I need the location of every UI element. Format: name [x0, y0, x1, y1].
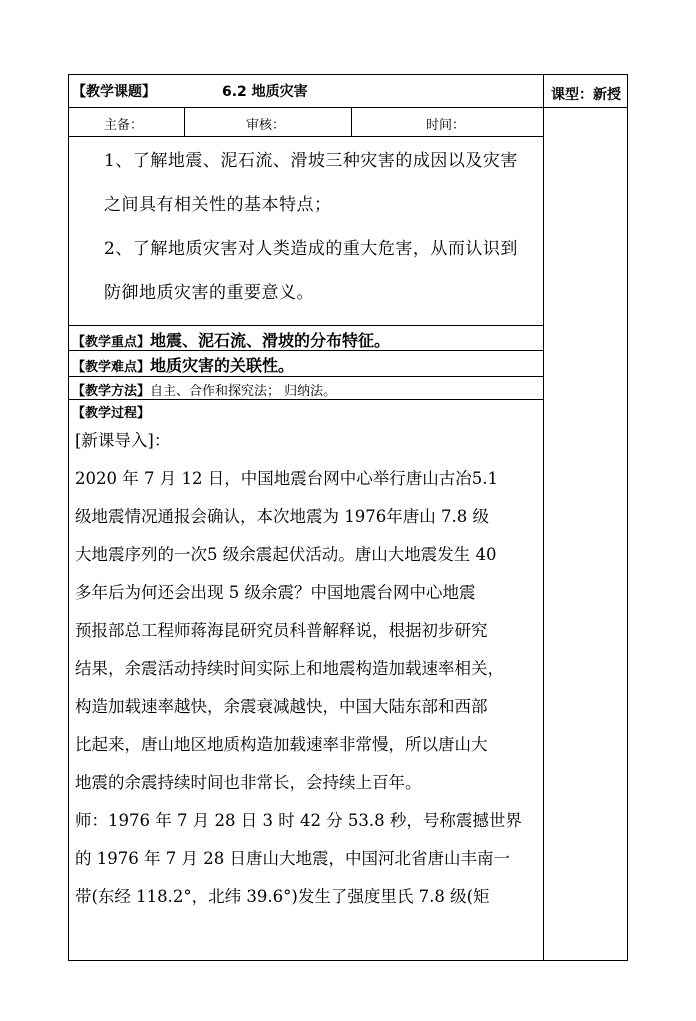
table-border-objectives-bottom: [68, 325, 544, 326]
table-border-difficulty-bottom: [68, 376, 544, 377]
key-point-row: [72, 328, 390, 351]
table-border-methods-bottom: [68, 399, 544, 400]
process-line: 的 1976 年 7 月 28 日唐山大地震，中国河北省唐山丰南一: [75, 849, 510, 868]
methods-text: 自主、合作和探究法； 归纳法。: [150, 384, 337, 399]
lesson-type: 课型：新授: [551, 87, 621, 103]
process-line: 带(东经 118.2°，北纬 39.6°)发生了强度里氏 7.8 级(矩: [75, 887, 490, 906]
objectives-block: [104, 139, 518, 315]
process-label: 【教学过程】: [72, 406, 151, 421]
process-line: [新课导入]：: [75, 431, 171, 450]
process-line: 比起来，唐山地区地质构造加载速率非常慢，所以唐山大: [75, 735, 488, 754]
key-point-label: 【教学重点】: [72, 335, 151, 350]
process-line: 师：1976 年 7 月 28 日 3 时 42 分 53.8 秒，号称震撼世界: [75, 811, 522, 830]
process-line: 结果，余震活动持续时间实际上和地震构造加载速率相关，: [75, 659, 504, 678]
process-line: 2020 年 7 月 12 日，中国地震台网中心举行唐山古冶5.1: [75, 469, 498, 488]
objective-line: 2、了解地质灾害对人类造成的重大危害，从而认识到: [104, 239, 518, 259]
methods-label: 【教学方法】: [72, 384, 151, 399]
table-border-meta-col2: [351, 107, 352, 137]
difficulty-row: [72, 353, 294, 376]
topic-label: 【教学课题】: [72, 84, 156, 100]
objective-line: 之间具有相关性的基本特点；: [104, 195, 332, 215]
methods-row: [72, 380, 336, 399]
process-line: 多年后为何还会出现 5 级余震？中国地震台网中心地震: [75, 583, 476, 602]
table-border-right: [627, 74, 628, 961]
table-border-meta-col1: [184, 107, 185, 137]
process-body: [75, 422, 522, 916]
reviewer-label: 审核：: [246, 118, 286, 133]
topic-title: 6.2 地质灾害: [222, 84, 308, 100]
process-line: 级地震情况通报会确认，本次地震为 1976年唐山 7.8 级: [75, 507, 489, 526]
time-label: 时间：: [426, 118, 466, 133]
objective-line: 1、了解地震、泥石流、滑坡三种灾害的成因以及灾害: [104, 151, 518, 171]
process-line: 预报部总工程师蒋海昆研究员科普解释说，根据初步研究: [75, 621, 488, 640]
difficulty-label: 【教学难点】: [72, 360, 151, 375]
difficulty-text: 地质灾害的关联性。: [150, 356, 295, 375]
table-border-top: [68, 74, 628, 75]
objective-line: 防御地质灾害的重要意义。: [104, 283, 314, 303]
table-border-bottom: [68, 960, 628, 961]
process-line: 大地震序列的一次5 级余震起伏活动。唐山大地震发生 40: [75, 545, 497, 564]
table-border-left: [68, 74, 69, 961]
preparer-label: 主备：: [104, 118, 144, 133]
process-line: 地震的余震持续时间也非常长，会持续上百年。: [75, 773, 422, 792]
table-border-header-bottom: [68, 107, 628, 108]
table-border-meta-bottom: [68, 136, 544, 137]
key-point-text: 地震、泥石流、滑坡的分布特征。: [150, 331, 391, 350]
table-border-side-column: [543, 74, 544, 961]
process-line: 构造加载速率越快，余震衰减越快，中国大陆东部和西部: [75, 697, 488, 716]
